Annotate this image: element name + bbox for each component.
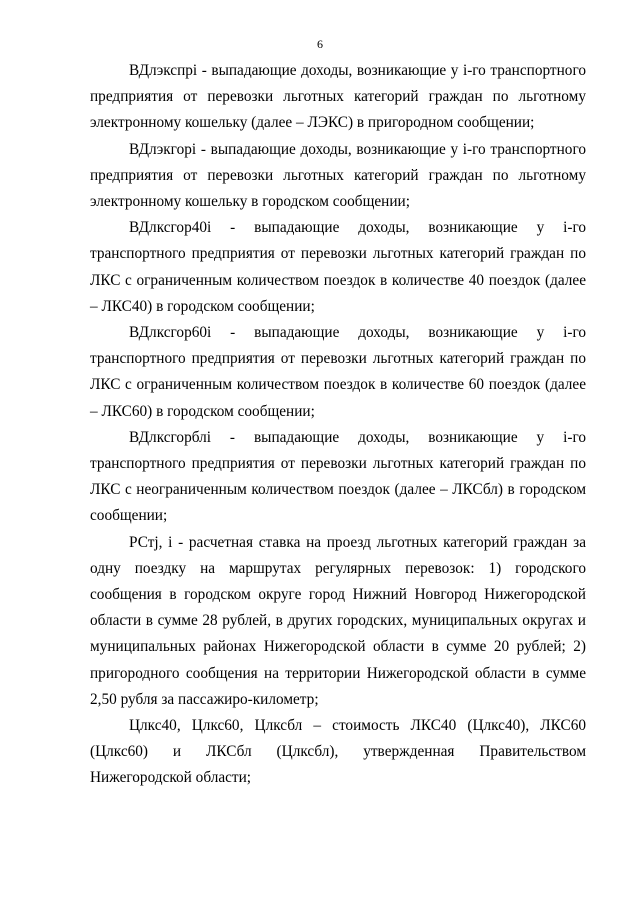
paragraph-vdleksprj: ВДлэкспрi - выпадающие доходы, возникающие у i-го транспортного предприятия от перевозки льготных категорий граждан по льготному электронному кошельку (далее – ЛЭКС) в пригородном сообщении; (90, 62, 586, 132)
document-body (90, 58, 586, 792)
paragraph-lks-prices: Цлкс40, Цлкс60, Цлксбл – стоимость ЛКС40 (Цлкс40), ЛКС60 (Цлкс60) и ЛКСбл (Цлксбл), утвержденная Правительством Нижегородской области; (90, 717, 586, 787)
paragraph-vdlksgor60: ВДлксгор60i - выпадающие доходы, возникающие у i-го транспортного предприятия от перевозки льготных категорий граждан по ЛКС с ограниченным количеством поездок в количестве 60 поездок (далее – ЛКС60) в городском сообщении; (90, 324, 586, 420)
paragraph-rate-definition: РСтj, i - расчетная ставка на проезд льготных категорий граждан за одну поездку на маршрутах регулярных перевозок: 1) городского сообщения в городском округе город Нижний Новгород Нижегородской области в сумме 28 рублей, в других городских, муниципальных округах и муниципальных районах Нижегородской области в сумме 20 рублей; 2) пригородного сообщения на территории Нижегородской области в сумме 2,50 рубля за пассажиро-километр; (90, 533, 586, 708)
page-number: 6 (317, 37, 323, 51)
paragraph-vdlekgorj: ВДлэкгорi - выпадающие доходы, возникающие у i-го транспортного предприятия от перевозки льготных категорий граждан по льготному электронному кошельку в городском сообщении; (90, 140, 586, 211)
paragraph-vdlksgorbl: ВДлксгорблi - выпадающие доходы, возникающие у i-го транспортного предприятия от перевозки льготных категорий граждан по ЛКС с неограниченным количеством поездок (далее – ЛКСбл) в городском сообщении; (90, 428, 586, 525)
paragraph-vdlksgor40: ВДлксгор40i - выпадающие доходы, возникающие у i-го транспортного предприятия от перевозки льготных категорий граждан по ЛКС с ограниченным количеством поездок в количестве 40 поездок (далее – ЛКС40) в городском сообщении; (90, 219, 586, 315)
